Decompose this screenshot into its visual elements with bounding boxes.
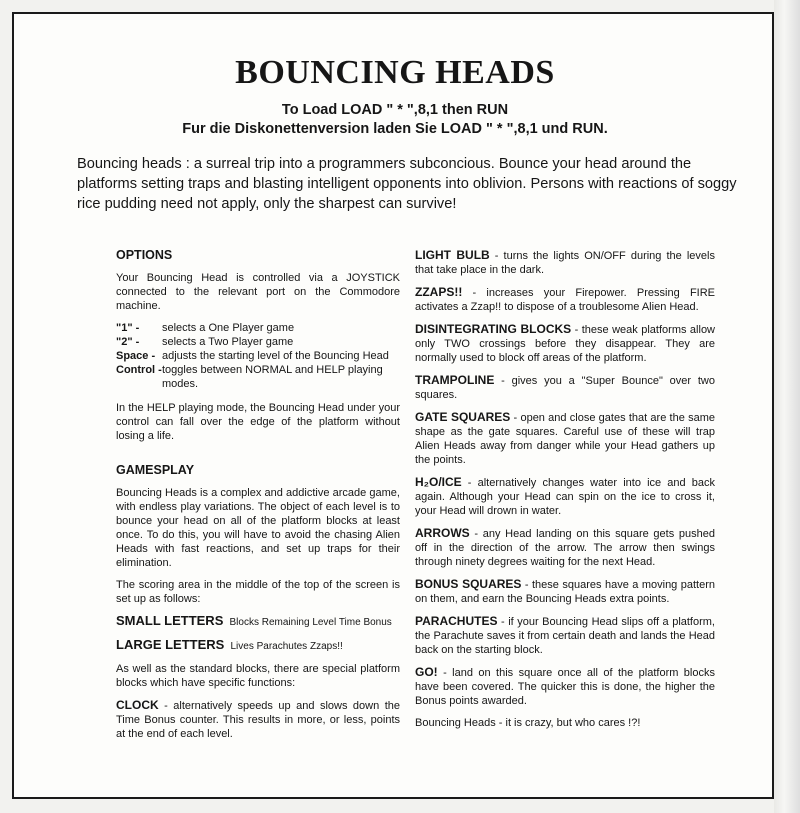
block-item: [415, 373, 715, 402]
options-heading: OPTIONS: [116, 248, 173, 262]
options-text: Your Bouncing Head is controlled via a JOYSTICK connected to the relevant port on the Commodore machine.: [116, 272, 400, 312]
block-item: [415, 322, 715, 365]
load-instruction-english: To Load LOAD " * ",8,1 then RUN: [281, 102, 509, 118]
key-control-desc: toggles between NORMAL and HELP playing modes.: [162, 364, 383, 390]
block-desc: - any Head landing on this square gets pushed off in the direction of the arrow. The arrow then swings through ninety degrees waiting for the next Head.: [415, 528, 715, 568]
key-1: "1" -: [116, 322, 140, 334]
block-item: [415, 665, 715, 708]
block-desc: - increases your Firepower. Pressing FIRE activates a Zzap!! to dispose of a troublesome Alien Head.: [415, 287, 715, 313]
key-control: Control -: [116, 364, 162, 376]
block-label: GATE SQUARES: [415, 410, 511, 424]
clock-desc: - alternatively speeds up and slows down the Time Bonus counter. This results in more, or less, points at the end of each level.: [116, 700, 400, 740]
scoring-text: The scoring area in the middle of the top of the screen is set up as follows:: [116, 579, 400, 605]
block-label: H₂O/ICE: [415, 475, 462, 489]
block-item: [415, 577, 715, 606]
key-space-desc: adjusts the starting level of the Bouncing Head: [162, 350, 389, 362]
block-desc: - land on this square once all of the platform blocks have been covered. The quicker this is done, the higher the Bonus points awarded.: [415, 667, 715, 707]
block-item: [415, 614, 715, 657]
block-label: ARROWS: [415, 526, 470, 540]
key-1-desc: selects a One Player game: [162, 322, 295, 334]
block-item: [415, 475, 715, 518]
page-title: BOUNCING HEADS: [235, 54, 555, 91]
clock-label: CLOCK: [116, 698, 159, 712]
block-desc: - turns the lights ON/OFF during the levels that take place in the dark.: [415, 250, 715, 276]
large-letters-label: LARGE LETTERS: [116, 637, 225, 652]
block-item: [415, 526, 715, 569]
block-label: LIGHT BULB: [415, 248, 490, 262]
small-letters-desc: Blocks Remaining Level Time Bonus: [229, 617, 392, 628]
block-desc: - open and close gates that are the same shape as the gate squares. Careful use of these will trap Alien Heads away from danger while your Head gathers up the points.: [415, 412, 715, 466]
block-label: DISINTEGRATING BLOCKS: [415, 322, 572, 336]
small-letters-label: SMALL LETTERS: [116, 613, 224, 628]
instruction-sheet: [12, 12, 774, 799]
large-letters-desc: Lives Parachutes Zzaps!!: [230, 641, 343, 652]
load-instruction-german: Fur die Diskonettenversion laden Sie LOAD " * ",8,1 und RUN.: [182, 121, 608, 137]
block-desc: - if your Bouncing Head slips off a platform, the Parachute saves it from certain death and lands the Head back on the starting block.: [415, 616, 715, 656]
block-item: [415, 410, 715, 467]
block-label: BONUS SQUARES: [415, 577, 522, 591]
block-item: [415, 285, 715, 314]
closing-line: Bouncing Heads - it is crazy, but who cares !?!: [415, 717, 641, 729]
block-desc: - these weak platforms allow only TWO crossings before they disappear. They are normally used to block off areas of the platform.: [415, 324, 716, 364]
block-label: TRAMPOLINE: [415, 373, 495, 387]
block-desc: - gives you a "Super Bounce" over two squares.: [415, 375, 715, 401]
help-mode-text: In the HELP playing mode, the Bouncing Head under your control can fall over the edge of the platform without losing a life.: [116, 402, 400, 442]
paper-edge: [774, 0, 800, 813]
block-label: ZZAPS!!: [415, 285, 463, 299]
gameplay-heading: GAMESPLAY: [116, 463, 195, 477]
standard-blocks-text: As well as the standard blocks, there are special platform blocks which have specific functions:: [116, 663, 400, 689]
right-column: [415, 248, 715, 738]
left-column: [116, 248, 400, 749]
key-list: [116, 321, 400, 391]
block-item: [415, 248, 715, 277]
key-2: "2" -: [116, 336, 140, 348]
block-desc: - alternatively changes water into ice and back again. Although your Head can spin on the ice to cross it, your Head will drown in water.: [415, 477, 715, 517]
gameplay-text: Bouncing Heads is a complex and addictive arcade game, with endless play variations. The object of each level is to bounce your head on all of the platform blocks at least once. To do this, you will have to avoid the chasing Alien Heads with fast reactions, and set up traps for their elimination.: [116, 487, 400, 569]
key-space: Space -: [116, 350, 156, 362]
block-label: GO!: [415, 665, 438, 679]
clock-item: [116, 698, 400, 741]
intro-paragraph: Bouncing heads : a surreal trip into a programmers subconcious. Bounce your head around the platforms setting traps and blasting intelligent opponents into oblivion. Persons with reactions of soggy rice pudding need not apply, only the sharpest can survive!: [77, 156, 737, 212]
large-letters-row: [116, 638, 400, 654]
block-label: PARACHUTES: [415, 614, 498, 628]
block-desc: - these squares have a moving pattern on them, and earn the Bouncing Heads extra points.: [415, 579, 716, 605]
key-2-desc: selects a Two Player game: [162, 336, 294, 348]
small-letters-row: [116, 614, 400, 630]
